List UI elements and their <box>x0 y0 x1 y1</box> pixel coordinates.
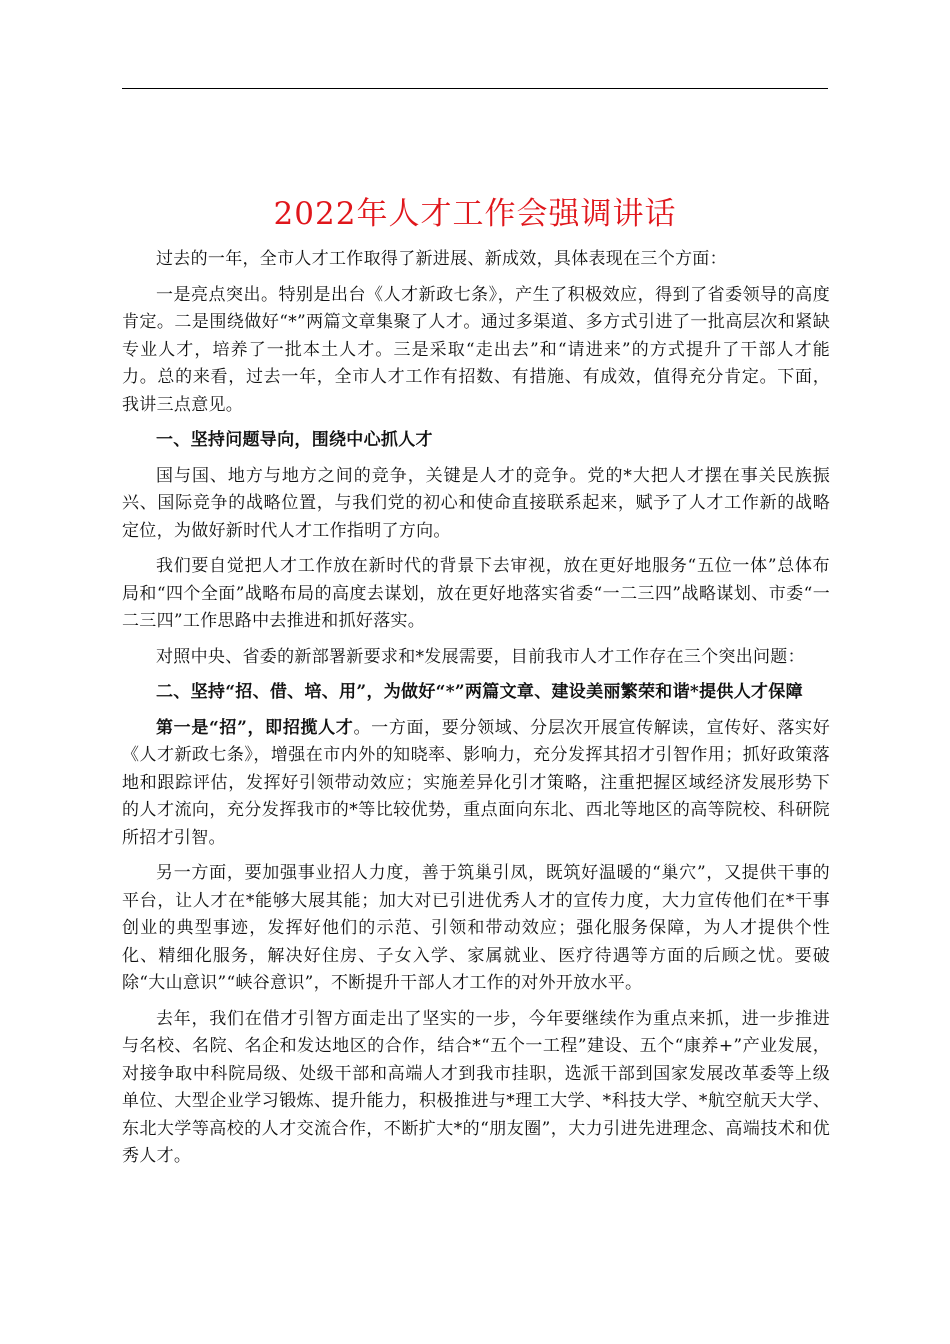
section-heading: 二、坚持“招、借、培、用”，为做好“*”两篇文章、建设美丽繁荣和谐*提供人才保障 <box>156 682 803 702</box>
paragraph: 对照中央、省委的新部署新要求和*发展需要，目前我市人才工作存在三个突出问题： <box>156 646 805 667</box>
section-heading: 一、坚持问题导向，围绕中心抓人才 <box>156 430 433 450</box>
paragraph: 一是亮点突出。特别是出台《人才新政七条》，产生了积极效应，得到了省委领导的高度肯定。二是围绕做好“*”两篇文章集聚了人才。通过多渠道、多方式引进了一批高层次和紧缺专业人才，培养了一批本土人才。三是采取“走出去”和“请进来”的方式提升了干部人才能力。总的来看，过去一年，全市人才工作有招数、有措施、有成效，值得充分肯定。下面，我讲三点意见。 <box>122 284 830 415</box>
paragraph-lead: 第一是“招”，即招揽人才 <box>156 717 354 738</box>
document-body <box>122 246 830 1179</box>
paragraph: 另一方面，要加强事业招人力度，善于筑巢引凤，既筑好温暖的“巢穴”，又提供干事的平台，让人才在*能够大展其能；加大对已引进优秀人才的宣传力度，大力宣传他们在*干事创业的典型事迹，发挥好他们的示范、引领和带动效应；强化服务保障，为人才提供个性化、精细化服务，解决好住房、子女入学、家属就业、医疗待遇等方面的后顾之忧。要破除“大山意识”“峡谷意识”，不断提升干部人才工作的对外开放水平。 <box>122 863 830 993</box>
paragraph: 国与国、地方与地方之间的竞争，关键是人才的竞争。党的*大把人才摆在事关民族振兴、国际竞争的战略位置，与我们党的初心和使命直接联系起来，赋予了人才工作新的战略定位，为做好新时代人才工作指明了方向。 <box>122 465 830 541</box>
paragraph-text: 。一方面，要分领域、分层次开展宣传解读，宣传好、落实好《人才新政七条》，增强在市内外的知晓率、影响力，充分发挥其招才引智作用；抓好政策落地和跟踪评估，发挥好引领带动效应；实施差异化引才策略，注重把握区域经济发展形势下的人才流向，充分发挥我市的*等比较优势，重点面向东北、西北等地区的高等院校、科研院所招才引智。 <box>122 717 830 848</box>
header-rule <box>122 88 828 89</box>
paragraph: 过去的一年，全市人才工作取得了新进展、新成效，具体表现在三个方面： <box>156 249 727 269</box>
paragraph-with-lead <box>122 715 830 853</box>
paragraph: 我们要自觉把人才工作放在新时代的背景下去审视，放在更好地服务“五位一体”总体布局和“四个全面”战略布局的高度去谋划，放在更好地落实省委“一二三四”战略谋划、市委“一二三四”工作思路中去推进和抓好落实。 <box>122 556 830 631</box>
document-title: 2022年人才工作会强调讲话 <box>273 196 677 232</box>
paragraph: 去年，我们在借才引智方面走出了坚实的一步，今年要继续作为重点来抓，进一步推进与名校、名院、名企和发达地区的合作，结合*“五个一工程”建设、五个“康养+”产业发展，对接争取中科院局级、处级干部和高端人才到我市挂职，选派干部到国家发展改革委等上级单位、大型企业学习锻炼、提升能力，积极推进与*理工大学、*科技大学、*航空航天大学、东北大学等高校的人才交流合作，不断扩大*的“朋友圈”，大力引进先进理念、高端技术和优秀人才。 <box>122 1008 830 1166</box>
